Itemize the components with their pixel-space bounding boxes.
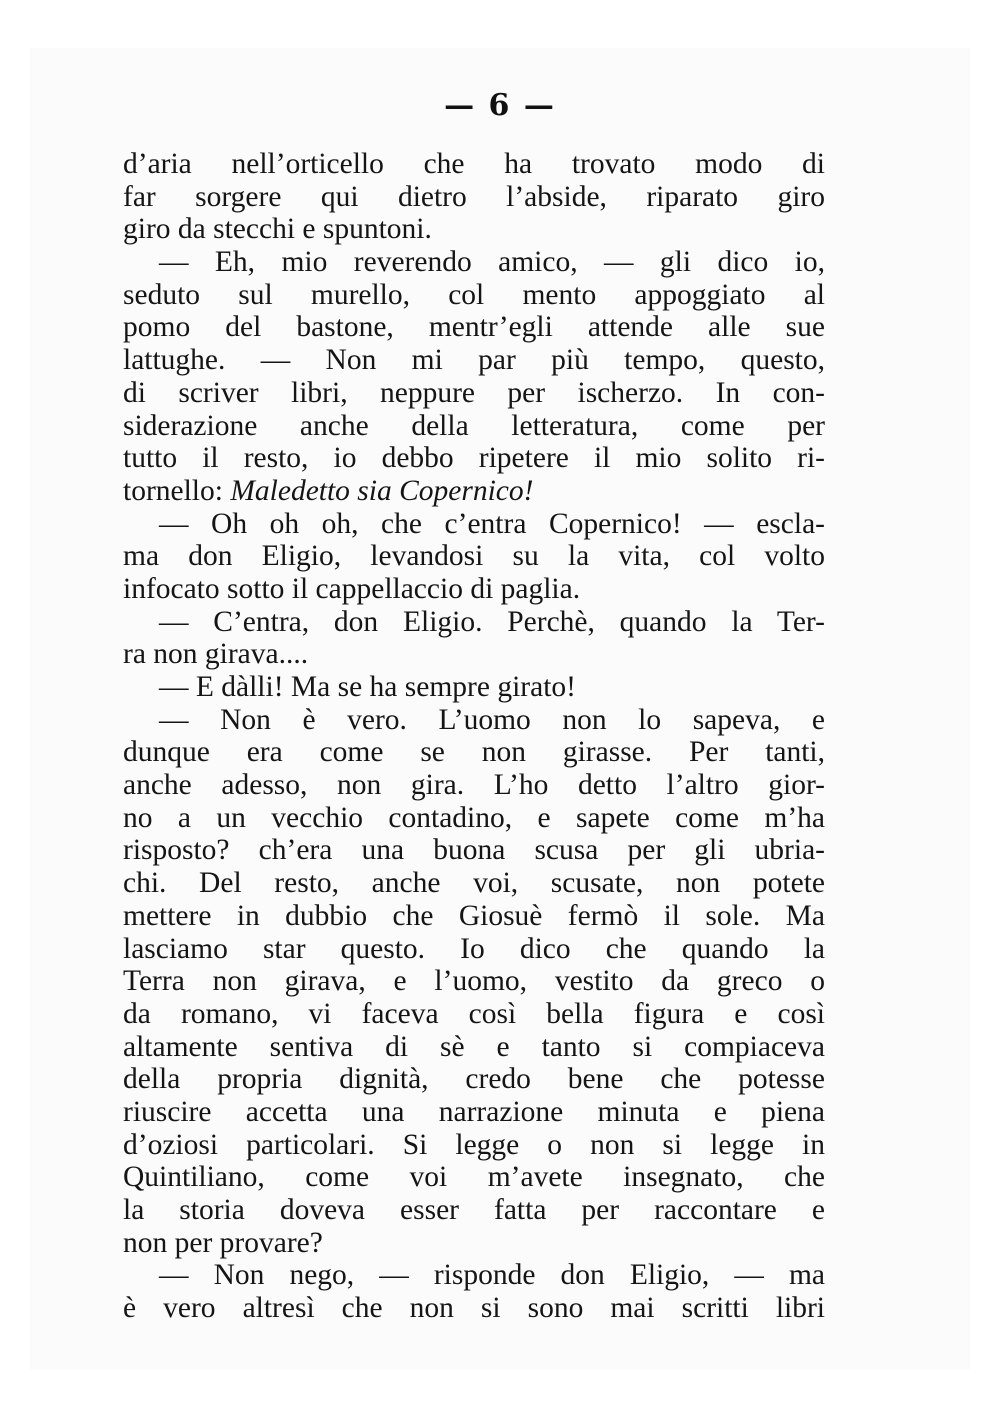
text-line [123,606,825,639]
text-line [123,1096,825,1129]
text-line [123,573,825,606]
text-line [123,671,825,704]
page-number: — 6 — [444,88,556,123]
text-line [123,246,825,279]
text-line-content: — Non è vero. L’uomo non lo sapeva, e [159,703,825,736]
text-line-content: della propria dignità, credo bene che potesse [123,1063,825,1096]
text-line-content: non per provare? [123,1226,323,1259]
text-line [123,181,825,214]
text-line-content: da romano, vi faceva così bella figura e così [123,997,825,1030]
text-line-content: ra non girava.... [123,638,309,671]
text-line [123,540,825,573]
text-line [123,638,825,671]
text-line-content: d’oziosi particolari. Si legge o non si legge in [123,1128,825,1161]
text-line-content: d’aria nell’orticello che ha trovato modo di [123,148,825,180]
text-line [123,213,825,246]
text-line [123,769,825,802]
text-line [123,736,825,769]
text-line [123,1292,825,1325]
text-line-content: seduto sul murello, col mento appoggiato al [123,278,825,311]
text-line [123,410,825,443]
text-line [123,344,825,377]
text-line [123,1129,825,1162]
text-line-content: lattughe. — Non mi par più tempo, questo, [123,344,825,377]
text-line-content: dunque era come se non girasse. Per tanti, [123,736,825,769]
text-line [123,442,825,475]
text-line [123,704,825,737]
text-line-content: mettere in dubbio che Giosuè fermò il sole. Ma [123,899,825,932]
text-line-content: ma don Eligio, levandosi su la vita, col volto [123,540,825,573]
text-line-content: — C’entra, don Eligio. Perchè, quando la Ter- [159,605,825,638]
text-line-content: è vero altresì che non si sono mai scritti libri [123,1292,825,1325]
text-line [123,1031,825,1064]
text-line-content: tornello: [123,474,231,507]
text-line [123,377,825,410]
text-line-content: Terra non girava, e l’uomo, vestito da greco o [123,965,825,998]
text-line-content: siderazione anche della letteratura, come per [123,409,825,442]
text-line-content: riuscire accetta una narrazione minuta e piena [123,1095,825,1128]
text-line [123,475,825,508]
text-line [123,998,825,1031]
text-line-content: altamente sentiva di sè e tanto si compiaceva [123,1030,825,1063]
text-line-content: — Oh oh oh, che c’entra Copernico! — escla- [159,507,825,540]
text-line [123,148,825,181]
text-line-content: giro da stecchi e spuntoni. [123,213,432,246]
text-line [123,867,825,900]
text-line [123,965,825,998]
text-line-content: tutto il resto, io debbo ripetere il mio solito ri- [123,442,825,475]
text-line [123,508,825,541]
text-line [123,1063,825,1096]
text-line [123,1227,825,1260]
text-line [123,1194,825,1227]
text-line-content: infocato sotto il cappellaccio di paglia. [123,572,581,605]
text-line [123,933,825,966]
italic-phrase: Maledetto sia Copernico! [230,474,534,507]
text-line-content: di scriver libri, neppure per ischerzo. In con- [123,376,825,409]
text-line-content: far sorgere qui dietro l’abside, riparato giro [123,180,825,213]
text-line [123,1161,825,1194]
text-line [123,311,825,344]
text-line-content: — Eh, mio reverendo amico, — gli dico io, [159,246,825,279]
text-line [123,900,825,933]
body-text [123,148,825,1325]
text-line [123,834,825,867]
text-line-content: la storia doveva esser fatta per raccontare e [123,1194,825,1226]
text-line-content: risposto? ch’era una buona scusa per gli ubria- [123,834,825,867]
text-line-content: pomo del bastone, mentr’egli attende alle sue [123,311,825,344]
text-line-content: chi. Del resto, anche voi, scusate, non potete [123,867,825,900]
text-line-content: — Non nego, — risponde don Eligio, — ma [159,1259,825,1292]
text-line-content: anche adesso, non gira. L’ho detto l’altro gior- [123,769,825,802]
text-line-content: no a un vecchio contadino, e sapete come m’ha [123,801,825,834]
text-line-content: lasciamo star questo. Io dico che quando la [123,932,825,965]
text-line-content: — E dàlli! Ma se ha sempre girato! [159,671,576,703]
text-line-content: Quintiliano, come voi m’avete insegnato, che [123,1161,825,1194]
text-line [123,1259,825,1292]
text-line [123,802,825,835]
text-line [123,279,825,312]
